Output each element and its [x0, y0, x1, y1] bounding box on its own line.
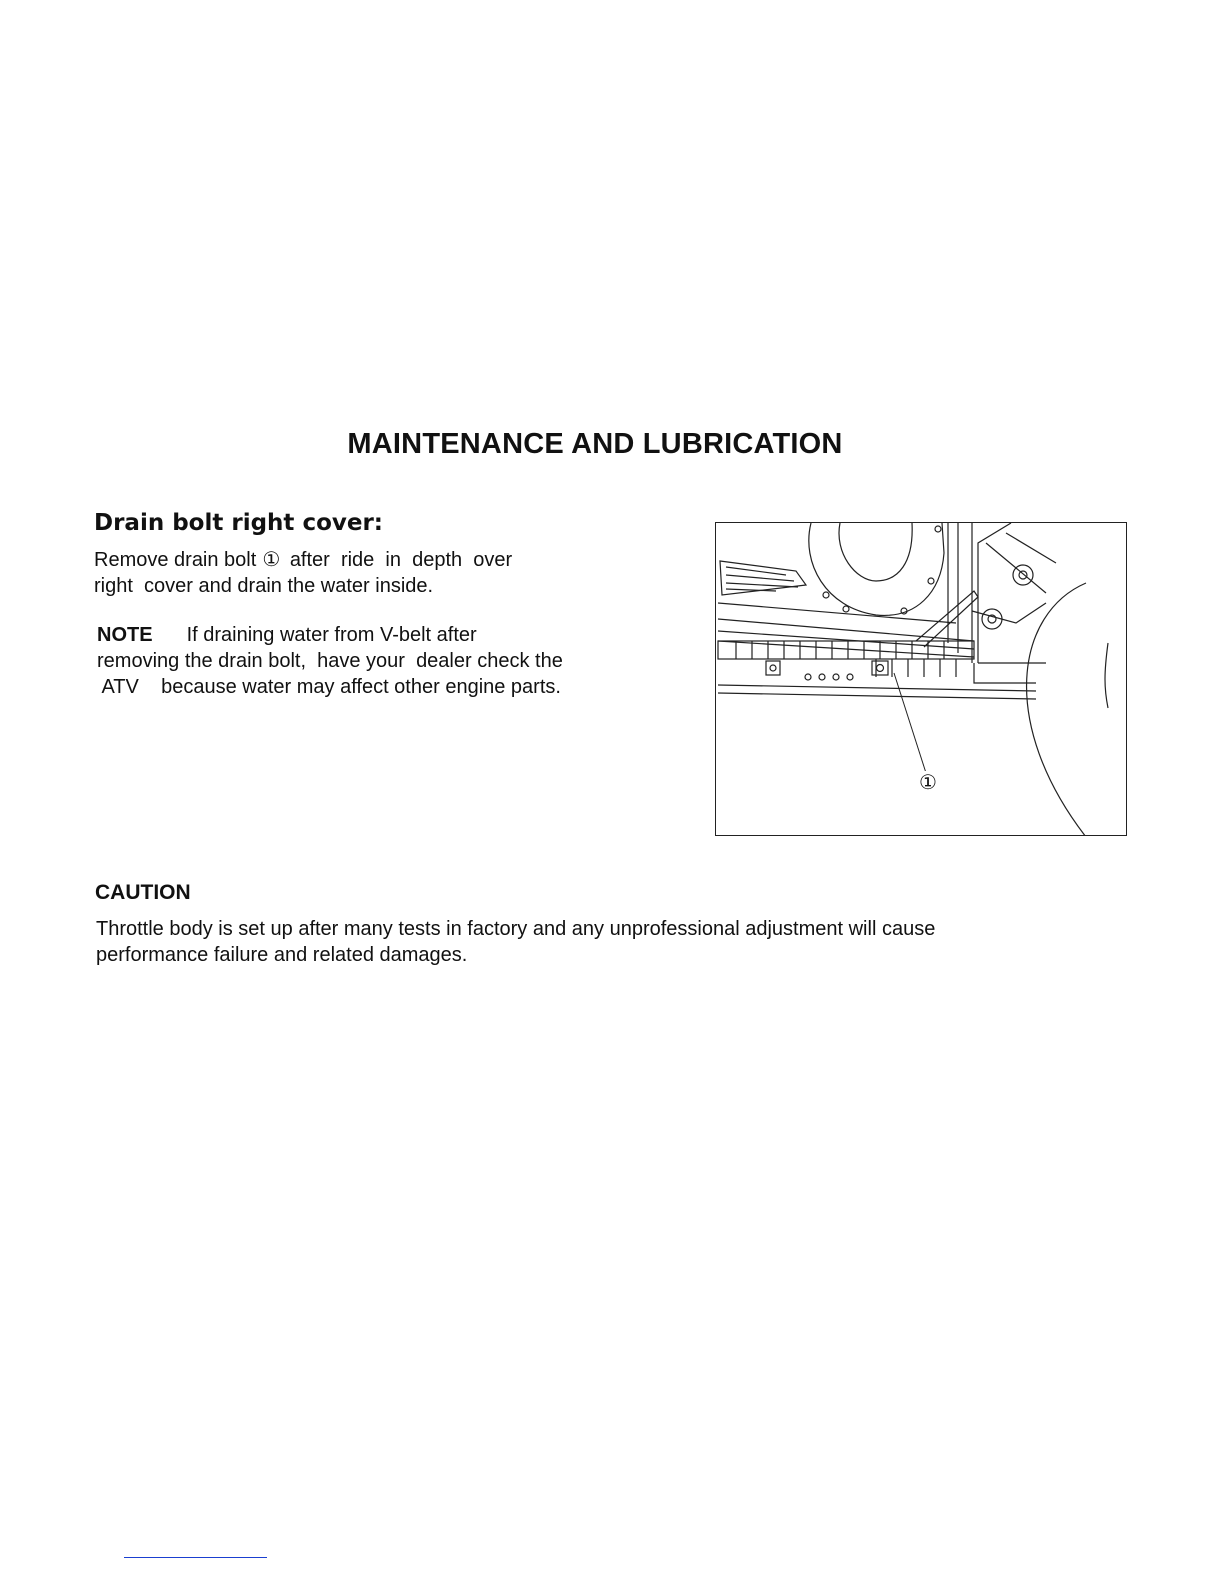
- housing-line-4: [718, 641, 974, 657]
- caution-line-2: performance failure and related damages.: [96, 944, 468, 966]
- hole-4: [847, 674, 853, 680]
- note-line-3: ATV because water may affect other engine parts.: [97, 676, 561, 698]
- drain-bolt-instructions: [94, 546, 614, 599]
- caution-heading: CAUTION: [95, 881, 191, 904]
- drain-bolt-circle: [877, 665, 884, 672]
- page-title: MAINTENANCE AND LUBRICATION: [347, 428, 843, 460]
- drain-text-end: after ride in depth over: [289, 549, 513, 571]
- rib-bolt-left: [766, 661, 780, 675]
- leader-line: [894, 673, 926, 773]
- boss-1-inner: [1019, 571, 1027, 579]
- footer-rule: [124, 1557, 267, 1558]
- wheel-arc: [1027, 583, 1086, 836]
- hole-3: [833, 674, 839, 680]
- drain-text-start: Remove drain bolt: [94, 549, 257, 571]
- cover-bolt-3: [901, 608, 907, 614]
- cover-bolt-1: [823, 592, 829, 598]
- housing-line-1: [718, 603, 956, 623]
- note-line-1: [97, 622, 657, 648]
- cover-bolt-4: [928, 578, 934, 584]
- callout-label: ①: [919, 770, 937, 794]
- drain-text-line2: right cover and drain the water inside.: [94, 575, 434, 597]
- hole-2: [819, 674, 825, 680]
- hole-1: [805, 674, 811, 680]
- caution-text: [96, 916, 1096, 968]
- frame-bracket: [972, 603, 1046, 663]
- base-line-2: [718, 693, 1036, 699]
- drain-bolt-heading: Drain bolt right cover:: [94, 510, 384, 536]
- wheel-inner-arc: [1105, 643, 1108, 708]
- note-text-1: If draining water from V-belt after: [186, 624, 477, 646]
- frame-diagonal: [986, 533, 1056, 593]
- cover-inner-circle: [839, 523, 912, 581]
- housing-line-2: [718, 619, 974, 641]
- cover-bolt-5: [935, 526, 941, 532]
- drain-bolt-figure: [715, 522, 1127, 836]
- caution-line-1: Throttle body is set up after many tests in factory and any unprofessional adjustment will cause: [96, 918, 936, 940]
- cover-outer-arc: [809, 523, 944, 615]
- cover-bolt-2: [843, 606, 849, 612]
- drain-bolt-box: [872, 661, 888, 675]
- note-line-2: removing the drain bolt, have your dealer check the: [97, 650, 563, 672]
- base-line-1: [718, 685, 1036, 691]
- frame-strut: [978, 523, 1011, 663]
- note-label: NOTE: [97, 624, 153, 646]
- housing-line-3: [718, 631, 974, 649]
- note-block: [97, 622, 657, 700]
- rib-bolt-left-inner: [770, 665, 776, 671]
- boss-1: [1013, 565, 1033, 585]
- drain-bolt-marker: ①: [262, 547, 281, 571]
- boss-2: [982, 609, 1002, 629]
